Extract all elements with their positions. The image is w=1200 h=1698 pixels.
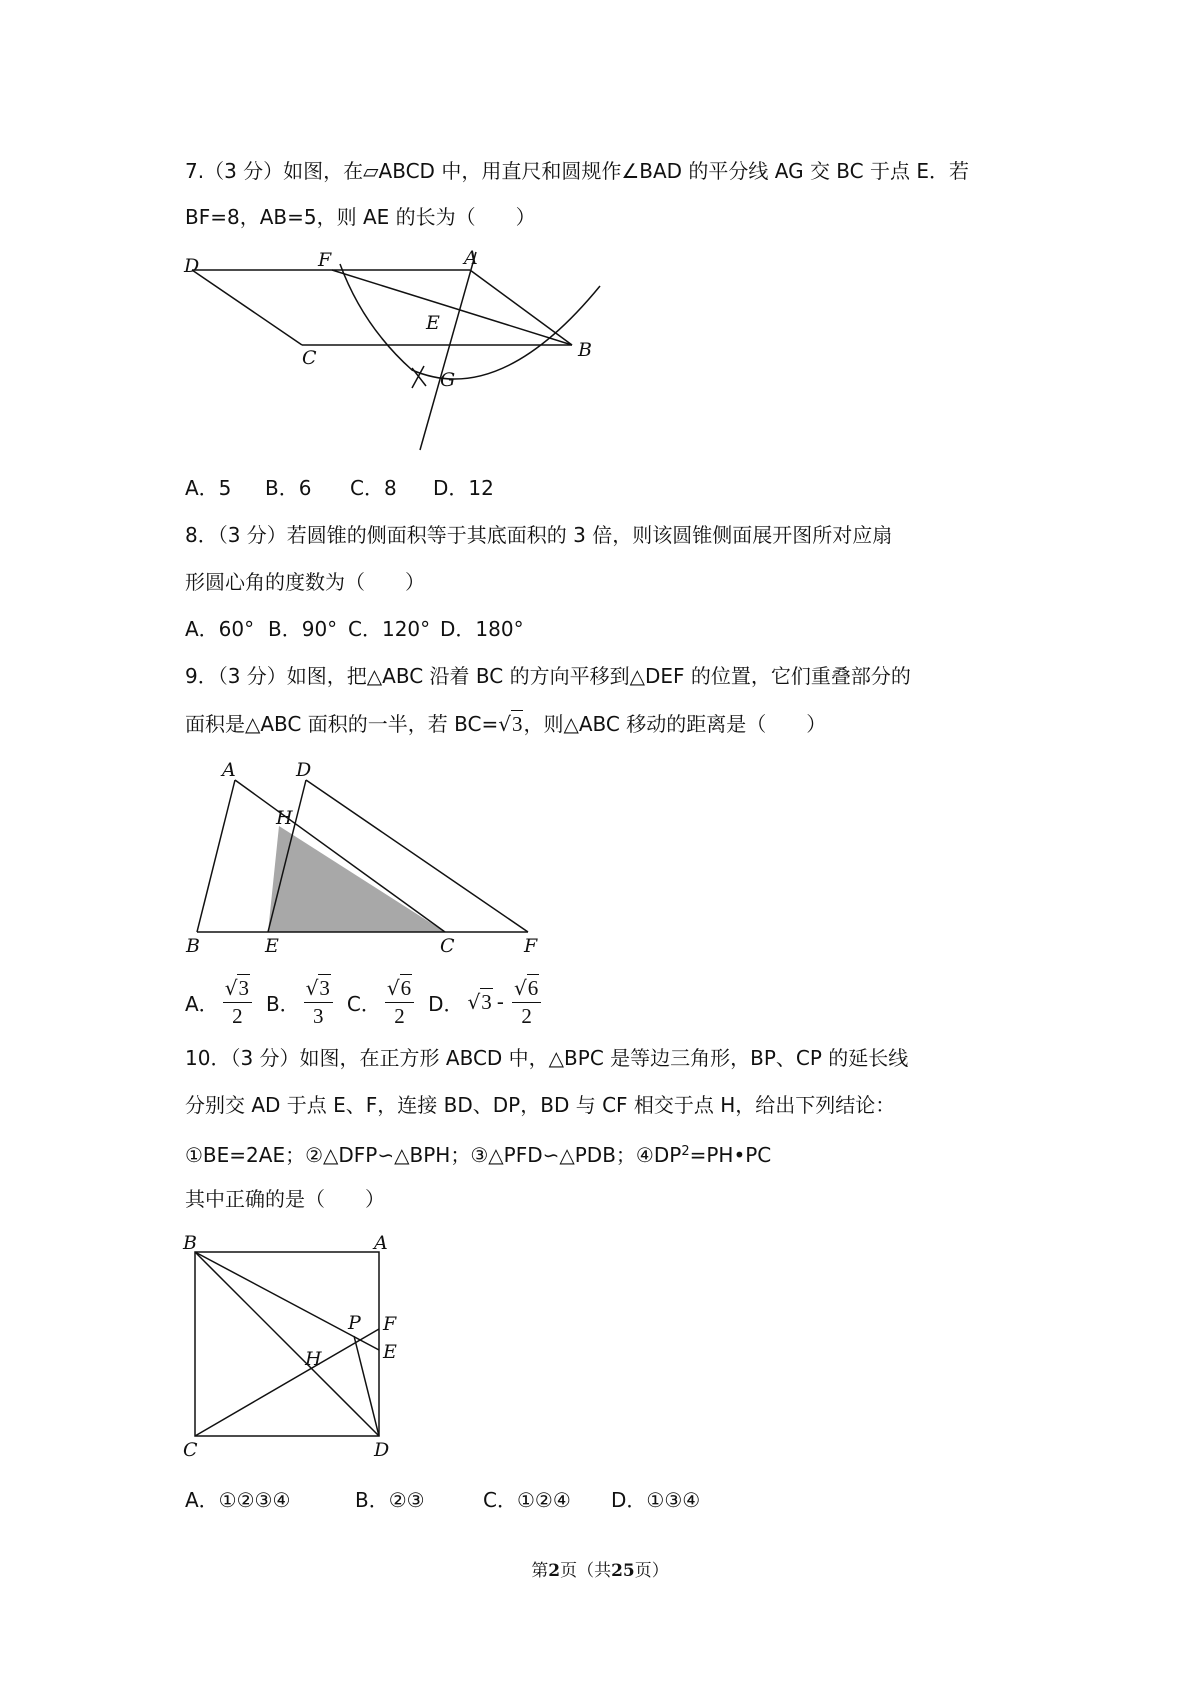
q10-option-c: C．①②④ [483, 1488, 571, 1512]
q9-option-a: A． $\frac{√3}{2}$ [185, 978, 256, 1027]
q7-label-g: G [440, 369, 456, 391]
q8-option-a: A．60° [185, 617, 255, 641]
q10-label-c: C [183, 1439, 198, 1461]
arc-construction [340, 264, 600, 379]
q7-label-f: F [318, 249, 332, 271]
q10-option-d: D．①③④ [611, 1488, 701, 1512]
q8-options [185, 615, 524, 643]
q10-label-h: H [305, 1348, 322, 1370]
ray-ag [420, 252, 476, 450]
q8-stem-line-1: 8．（3 分）若圆锥的侧面积等于其底面积的 3 倍，则该圆锥侧面展开图所对应扇 [185, 523, 893, 547]
q7-option-b: B．6 [265, 476, 312, 500]
total-page-count: 25 [611, 1561, 635, 1581]
q9-option-b: B． $\frac{√3}{3}$ [266, 978, 337, 1027]
q9-label-b: B [186, 935, 200, 957]
q10-label-d: D [374, 1439, 390, 1461]
q9-options [185, 972, 555, 1032]
q10-option-a: A．①②③④ [185, 1488, 291, 1512]
q9-option-d: D． √3 - $\frac{√6}{2}$ [428, 978, 545, 1027]
q10-stem-line-4: 其中正确的是（ ） [185, 1187, 385, 1211]
segment-dc [192, 270, 302, 345]
q7-stem-line-1: 7.（3 分）如图，在▱ABCD 中，用直尺和圆规作∠BAD 的平分线 AG 交 BC 于点 E．若 [185, 159, 969, 183]
segment-dp [354, 1336, 379, 1436]
overlap-region-shaded [268, 826, 445, 932]
q10-stem-line-1: 10．（3 分）如图，在正方形 ABCD 中，△BPC 是等边三角形，BP、CP 的延长线 [185, 1046, 909, 1070]
q7-label-c: C [302, 347, 317, 369]
q9-label-a: A [222, 759, 236, 781]
q9-label-f: F [524, 935, 538, 957]
segment-ab [197, 780, 235, 932]
sqrt-three: √3 [498, 712, 523, 736]
segment-ab [470, 270, 572, 345]
q8-option-d: D．180° [440, 617, 524, 641]
q8-option-c: C．120° [348, 617, 431, 641]
q10-label-b: B [183, 1232, 197, 1254]
q10-options [185, 1486, 700, 1514]
q10-stem-line-3: ①BE=2AE；②△DFP∽△BPH；③△PFD∽△PDB；$④DP^2=PH•PC$ [185, 1143, 772, 1167]
q7-label-d: D [184, 255, 200, 277]
q10-option-b: B．②③ [355, 1488, 425, 1512]
q8-stem-line-2: 形圆心角的度数为（ ） [185, 570, 425, 594]
q10-label-p: P [348, 1312, 361, 1334]
q7-label-a: A [464, 247, 478, 269]
q9-stem-line-2: 面积是△ABC 面积的一半，若 BC=√3，则△ABC 移动的距离是（ ） [185, 712, 827, 736]
q7-option-a: A．5 [185, 476, 232, 500]
q8-option-b: B．90° [268, 617, 338, 641]
current-page-number: 2 [548, 1561, 561, 1581]
q9-label-c: C [440, 935, 455, 957]
q7-label-b: B [578, 339, 592, 361]
q10-label-f: F [383, 1313, 397, 1335]
q7-stem-line-2: BF=8，AB=5，则 AE 的长为（ ） [185, 205, 536, 229]
q7-options [185, 474, 494, 502]
segment-bd [195, 1252, 379, 1436]
q10-stem-line-2: 分别交 AD 于点 E、F，连接 BD、DP，BD 与 CF 相交于点 H，给出下列结论： [185, 1093, 896, 1117]
q9-option-c: C． $\frac{√6}{2}$ [347, 978, 418, 1027]
segment-fb [332, 270, 572, 345]
q9-label-d: D [296, 759, 312, 781]
q7-label-e: E [426, 312, 440, 334]
q10-label-e: E [383, 1341, 397, 1363]
q7-figure [180, 240, 620, 460]
segment-be [195, 1252, 379, 1350]
q9-label-e: E [265, 935, 279, 957]
q7-option-c: C．8 [350, 476, 397, 500]
q9-stem-line-1: 9．（3 分）如图，把△ABC 沿着 BC 的方向平移到△DEF 的位置，它们重叠部分的 [185, 664, 911, 688]
q9-figure [180, 752, 560, 962]
q9-label-h: H [276, 807, 293, 829]
page-footer: 第2页（共25页） [531, 1561, 669, 1581]
q7-option-d: D．12 [433, 476, 494, 500]
q10-figure [180, 1232, 410, 1462]
q10-label-a: A [374, 1232, 388, 1254]
